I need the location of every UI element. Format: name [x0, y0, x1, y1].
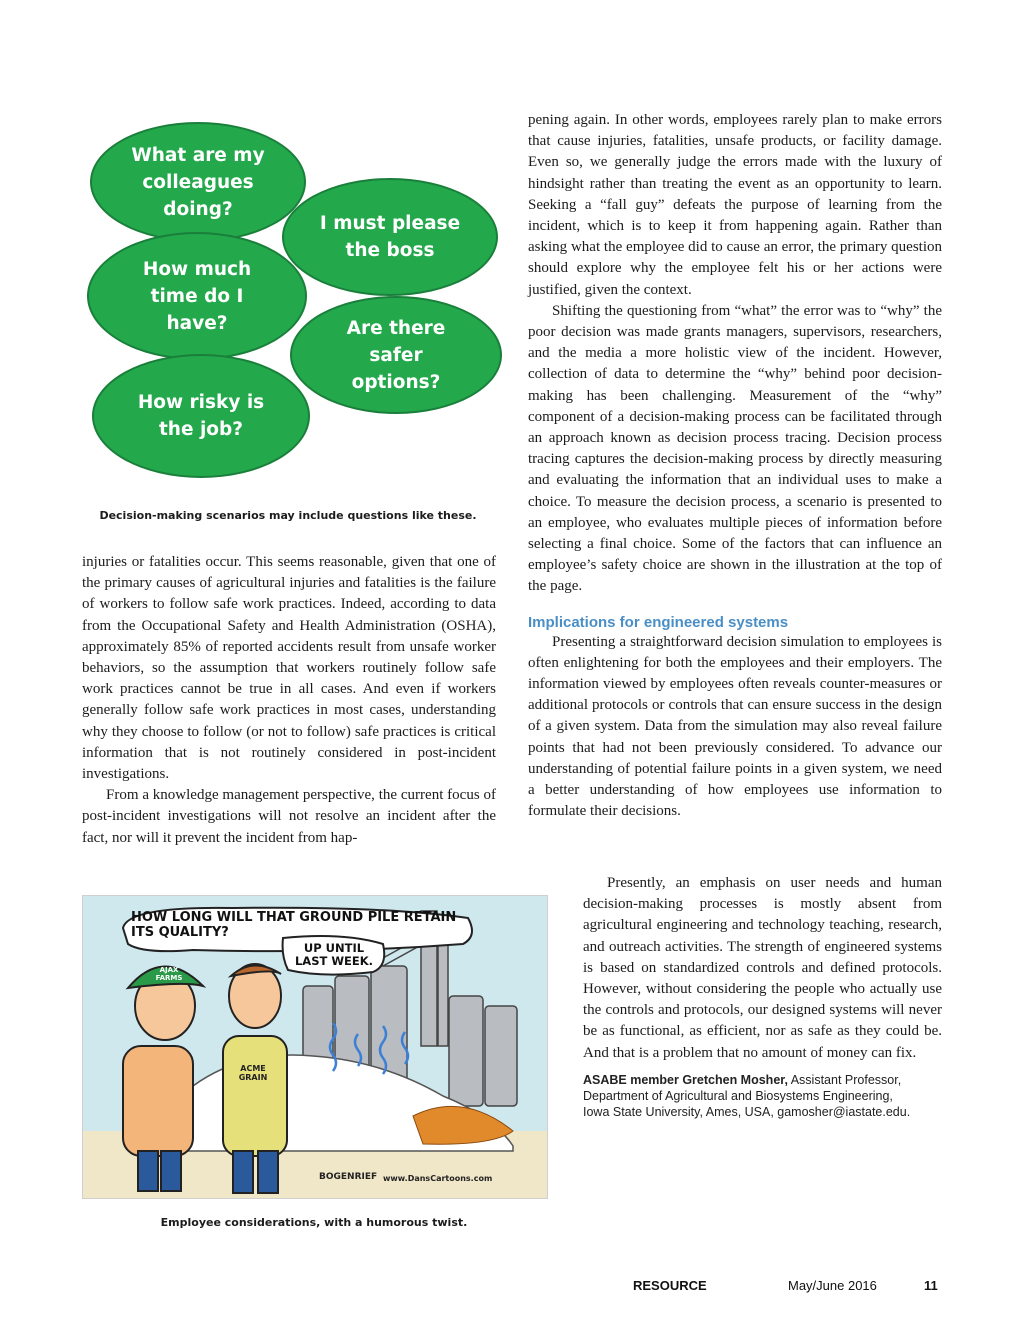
- bubble-please-boss: I must please the boss: [282, 178, 498, 296]
- left-paragraph-1: injuries or fatalities occur. This seems reasonable, given that one of the primary causes of agricultural injuries and fatalities is the failure of workers to follow safe work practices. Indeed, according to data from the Occupational Safety and Health Administration (OSHA), approximately 85% of reported accidents result from unsafe worker behaviors, so the assumption that workers routinely follow safe work practices cannot be true in all cases. And even if workers generally follow safe work practices in most cases, understanding why they choose to follow (or not to follow) safe practices is critical information that is not routinely considered in post-incident investigations.: [82, 554, 496, 783]
- left-column: [82, 552, 496, 849]
- bubble-how-much-time: How much time do I have?: [87, 232, 307, 360]
- cartoon-shirt-text: ACME GRAIN: [238, 1064, 268, 1082]
- author-department: Department of Agricultural and Biosystems Engineering,: [583, 1088, 893, 1103]
- author-name: ASABE member Gretchen Mosher,: [583, 1072, 788, 1087]
- footer-page-number: 11: [924, 1278, 938, 1293]
- left-paragraph-2: From a knowledge management perspective, the current focus of post-incident investigations will not resolve an incident after the fact, nor will it prevent the incident from hap-: [82, 787, 496, 846]
- right-column: [528, 110, 942, 823]
- cartoon-illustration: [82, 895, 548, 1199]
- cartoon-website: www.DansCartoons.com: [383, 1174, 493, 1183]
- author-title: Assistant Professor,: [787, 1072, 902, 1087]
- right-paragraph-1: pening again. In other words, employees rarely plan to make errors that cause injuries, fatalities, unsafe products, or facility damage. Even so, we generally judge the errors made with the luxury of hindsight rather than treating the event as an opportunity to learn. Seeking a “fall guy” defeats the purpose of learning from the incident, which is to keep it from happening again. Rather than asking what the employee did to cause an error, the primary question should explore why the employee felt his or her actions were justified, given the context.: [528, 112, 942, 298]
- right-paragraph-3: Presenting a straightforward decision simulation to employees is often enlightening for both the employees and their employers. The information viewed by employees often reveals counter-measures or additional protocols or controls that can ensure success in the design of a given system. Data from the simulation may also reveal failure points that had not been previously considered. To advance our understanding of potential failure points in a given system, we need a better understanding of how employees use information to formulate their decisions.: [528, 633, 942, 820]
- cartoon-cap-text: AJAX FARMS: [155, 966, 183, 982]
- right-paragraph-4: Presently, an emphasis on user needs and human decision-making processes is mostly absent from agricultural engineering and technology teaching, research, and outreach activities. The strength of engineered systems is based on standardized controls and defined protocols. However, without considering the people who actually use the controls and protocols, our designed systems will never be as functional, as efficient, nor as safe as they could be. And that is a problem that no amount of money can fix.: [583, 875, 942, 1061]
- cartoon-speech-answer: UP UNTIL LAST WEEK.: [294, 941, 374, 968]
- footer-issue-date: May/June 2016: [788, 1278, 877, 1293]
- section-heading: Implications for engineered systems: [528, 613, 789, 631]
- footer-magazine-name: RESOURCE: [633, 1278, 707, 1293]
- author-institution: Iowa State University, Ames, USA, gamosher@iastate.edu.: [583, 1104, 911, 1119]
- figure1-caption: Decision-making scenarios may include questions like these.: [99, 509, 477, 522]
- bubble-how-risky: How risky is the job?: [92, 354, 310, 478]
- bubble-colleagues: What are my colleagues doing?: [90, 122, 306, 242]
- bubble-safer-options: Are there safer options?: [290, 296, 502, 414]
- author-byline: [583, 1072, 942, 1120]
- right-column-narrow: [583, 873, 942, 1120]
- cartoon-speech-question: HOW LONG WILL THAT GROUND PILE RETAIN ITS QUALITY?: [131, 910, 457, 940]
- cartoon-caption: Employee considerations, with a humorous twist.: [160, 1216, 468, 1229]
- right-paragraph-2: Shifting the questioning from “what” the error was to “why” the poor decision was made grants managers, supervisors, researchers, and the media a more holistic view of the incident. However, collection of data to determine the “why” behind poor decision-making has been challenging. Measurement of the “why” component of a decision-making process can be facilitated through an approach known as decision process tracing. Decision process tracing captures the decision-making process by directly measuring and evaluating the information that an individual uses to make a choice. To measure the decision process, a scenario is presented to an employee, who evaluates multiple pieces of information before selecting a final choice. Some of the factors that can influence an employee’s safety choice are shown in the illustration at the top of the page.: [528, 302, 942, 595]
- cartoon-signature: BOGENRIEF: [319, 1172, 378, 1182]
